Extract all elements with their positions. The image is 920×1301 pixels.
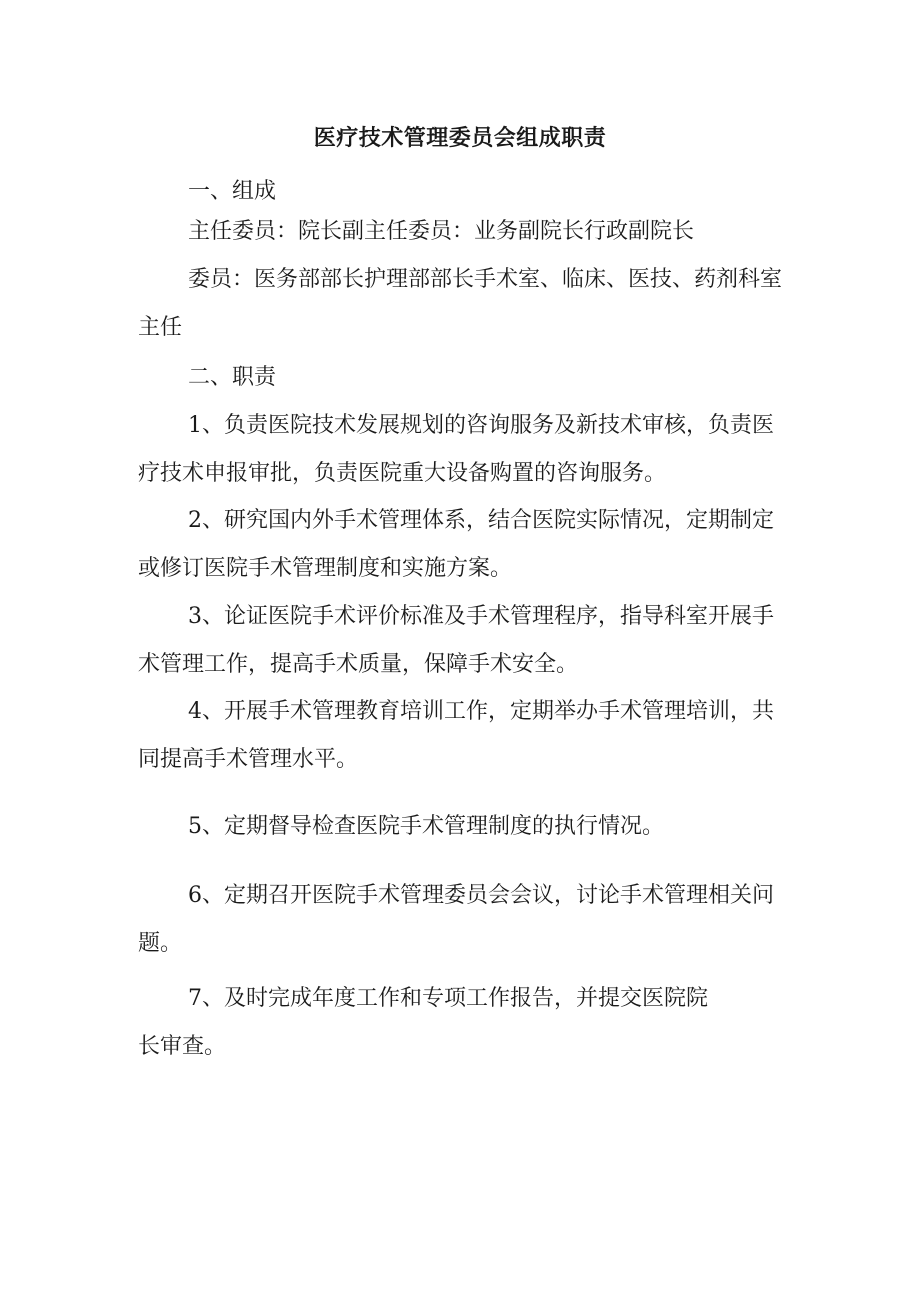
duty-item-7-line-2: 长审查。 [138,1034,227,1059]
members-text: 委员：医务部部长护理部部长手术室、临床、医技、药剂科室主任 [138,267,783,340]
section-heading-duties: 二、职责 [188,365,277,390]
duty-item-3: 3、论证医院手术评价标准及手术管理程序，指导科室开展手术管理工作，提高手术质量，保障手术安全。 [138,604,774,677]
duty-item-4: 4、开展手术管理教育培训工作，定期举办手术管理培训，共同提高手术管理水平。 [138,699,774,772]
duty-item-5: 5、定期督导检查医院手术管理制度的执行情况。 [188,814,664,839]
document-title: 医疗技术管理委员会组成职责 [313,125,607,151]
chair-members-text: 主任委员：院长副主任委员：业务副院长行政副院长 [188,219,695,244]
duty-item-7 [138,975,788,1071]
duty-item-1: 1、负责医院技术发展规划的咨询服务及新技术审核，负责医疗技术申报审批，负责医院重大设备购置的咨询服务。 [138,413,774,486]
duty-item-6: 6、定期召开医院手术管理委员会会议，讨论手术管理相关问题。 [138,883,774,956]
section-heading-composition: 一、组成 [188,179,277,204]
duty-item-7-line-1: 7、及时完成年度工作和专项工作报告，并提交医院院 [188,986,708,1011]
duty-item-2: 2、研究国内外手术管理体系，结合医院实际情况，定期制定或修订医院手术管理制度和实施方案。 [138,508,774,581]
